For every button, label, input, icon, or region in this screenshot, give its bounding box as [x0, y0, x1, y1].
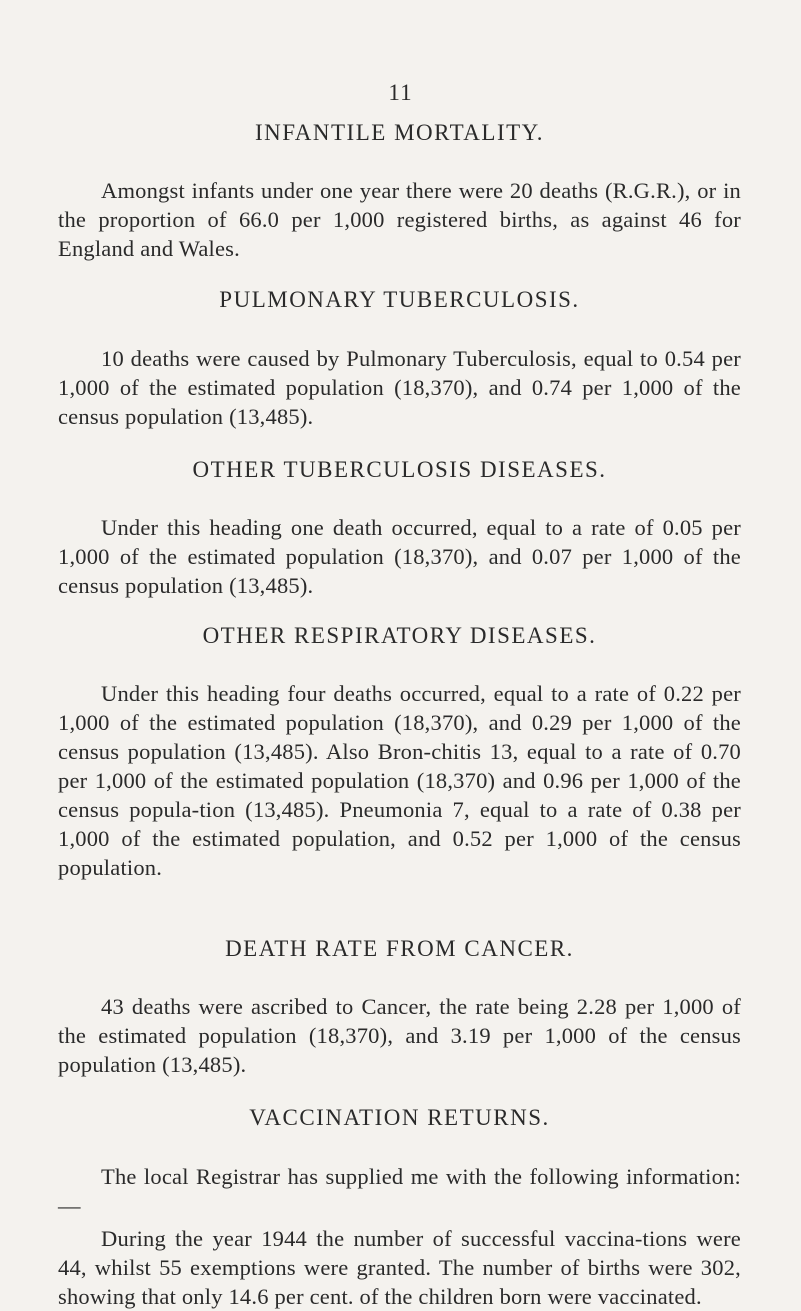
- section-heading: DEATH RATE FROM CANCER.: [225, 936, 574, 961]
- section-pulmonary-tuberculosis: [58, 285, 741, 431]
- section-heading: VACCINATION RETURNS.: [249, 1105, 550, 1130]
- section-paragraph: During the year 1944 the number of successful vaccina-tions were 44, whilst 55 exemptions were granted. The number of births were 302, showing that only 14.6 per cent. of the children born were vaccinated.: [58, 1226, 741, 1309]
- section-paragraph: 43 deaths were ascribed to Cancer, the rate being 2.28 per 1,000 of the estimated population (18,370), and 3.19 per 1,000 of the census population (13,485).: [58, 994, 741, 1077]
- section-paragraph: 10 deaths were caused by Pulmonary Tuberculosis, equal to 0.54 per 1,000 of the estimated population (18,370), and 0.74 per 1,000 of the census population (13,485).: [58, 346, 741, 429]
- section-heading: INFANTILE MORTALITY.: [254, 120, 545, 145]
- section-other-respiratory: [58, 621, 741, 882]
- section-vaccination-returns: [58, 1103, 741, 1311]
- section-heading: PULMONARY TUBERCULOSIS.: [219, 287, 580, 312]
- section-paragraph: Under this heading four deaths occurred, equal to a rate of 0.22 per 1,000 of the estimated population (18,370), and 0.29 per 1,000 of the census population (13,485). Also Bron-chitis 13, equal to a rate of 0.70 per 1,000 of the estimated population (18,370) and 0.96 per 1,000 of the census popula-tion (13,485). Pneumonia 7, equal to a rate of 0.38 per 1,000 of the estimated population, and 0.52 per 1,000 of the census population.: [58, 681, 741, 880]
- section-other-tuberculosis: [58, 455, 741, 600]
- section-heading: OTHER TUBERCULOSIS DISEASES.: [192, 457, 607, 482]
- section-paragraph: The local Registrar has supplied me with the following information:—: [58, 1164, 741, 1218]
- page-number: 11: [388, 80, 413, 105]
- section-paragraph: Under this heading one death occurred, equal to a rate of 0.05 per 1,000 of the estimated population (18,370), and 0.07 per 1,000 of the census population (13,485).: [58, 515, 741, 598]
- section-infantile-mortality: [58, 118, 741, 263]
- section-cancer-death-rate: [58, 934, 741, 1079]
- section-heading: OTHER RESPIRATORY DISEASES.: [202, 623, 597, 648]
- section-paragraph: Amongst infants under one year there were 20 deaths (R.G.R.), or in the proportion of 66.0 per 1,000 registered births, as against 46 for England and Wales.: [58, 178, 741, 261]
